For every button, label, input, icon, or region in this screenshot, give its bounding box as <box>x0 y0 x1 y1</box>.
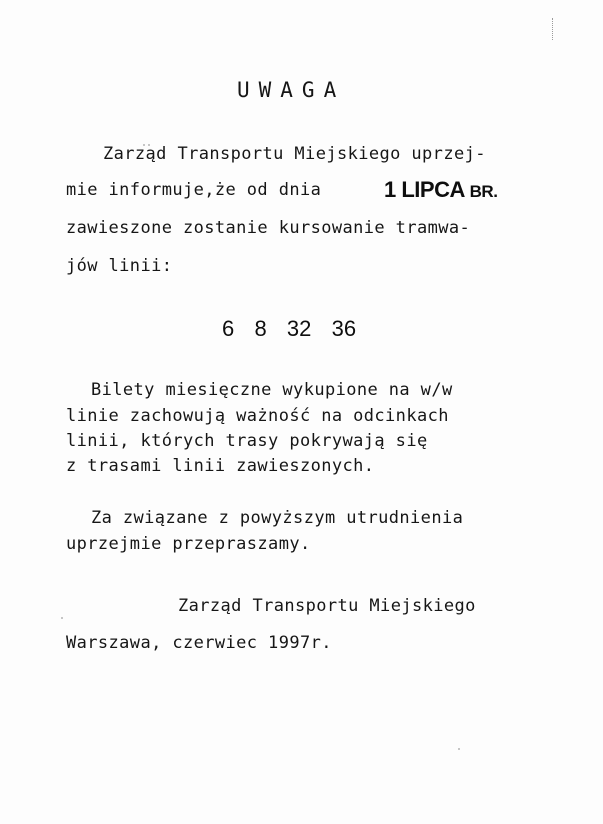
para2-line4: z trasami linii zawieszonych. <box>66 456 375 476</box>
para3-line1: Za związane z powyższym utrudnienia <box>91 508 464 528</box>
suspended-tram-lines: 6 8 32 36 <box>222 316 357 341</box>
para3-line2: uprzejmie przepraszamy. <box>66 534 311 554</box>
para2-line3: linii, których trasy pokrywają się <box>66 431 428 451</box>
effective-date-suffix: BR. <box>469 182 498 201</box>
signature: Zarząd Transportu Miejskiego <box>178 596 476 616</box>
para2-line1: Bilety miesięczne wykupione na w/w <box>91 380 453 400</box>
scan-speck <box>458 748 460 750</box>
para1-line2: mie informuje,że od dnia <box>66 180 322 200</box>
scan-speck <box>61 617 63 619</box>
para2-line2: linie zachowują ważność na odcinkach <box>66 406 449 426</box>
para1-line3: zawieszone zostanie kursowanie tramwa- <box>66 218 471 238</box>
place-and-date: Warszawa, czerwiec 1997r. <box>66 633 332 653</box>
para1-line1: Zarząd Transportu Miejskiego uprzej- <box>103 144 486 164</box>
effective-date <box>384 177 497 203</box>
scan-edge-mark <box>552 18 554 40</box>
effective-date-value: 1 LIPCA <box>384 177 465 202</box>
notice-title: UWAGA <box>237 78 346 102</box>
para1-line4: jów linii: <box>66 256 173 276</box>
